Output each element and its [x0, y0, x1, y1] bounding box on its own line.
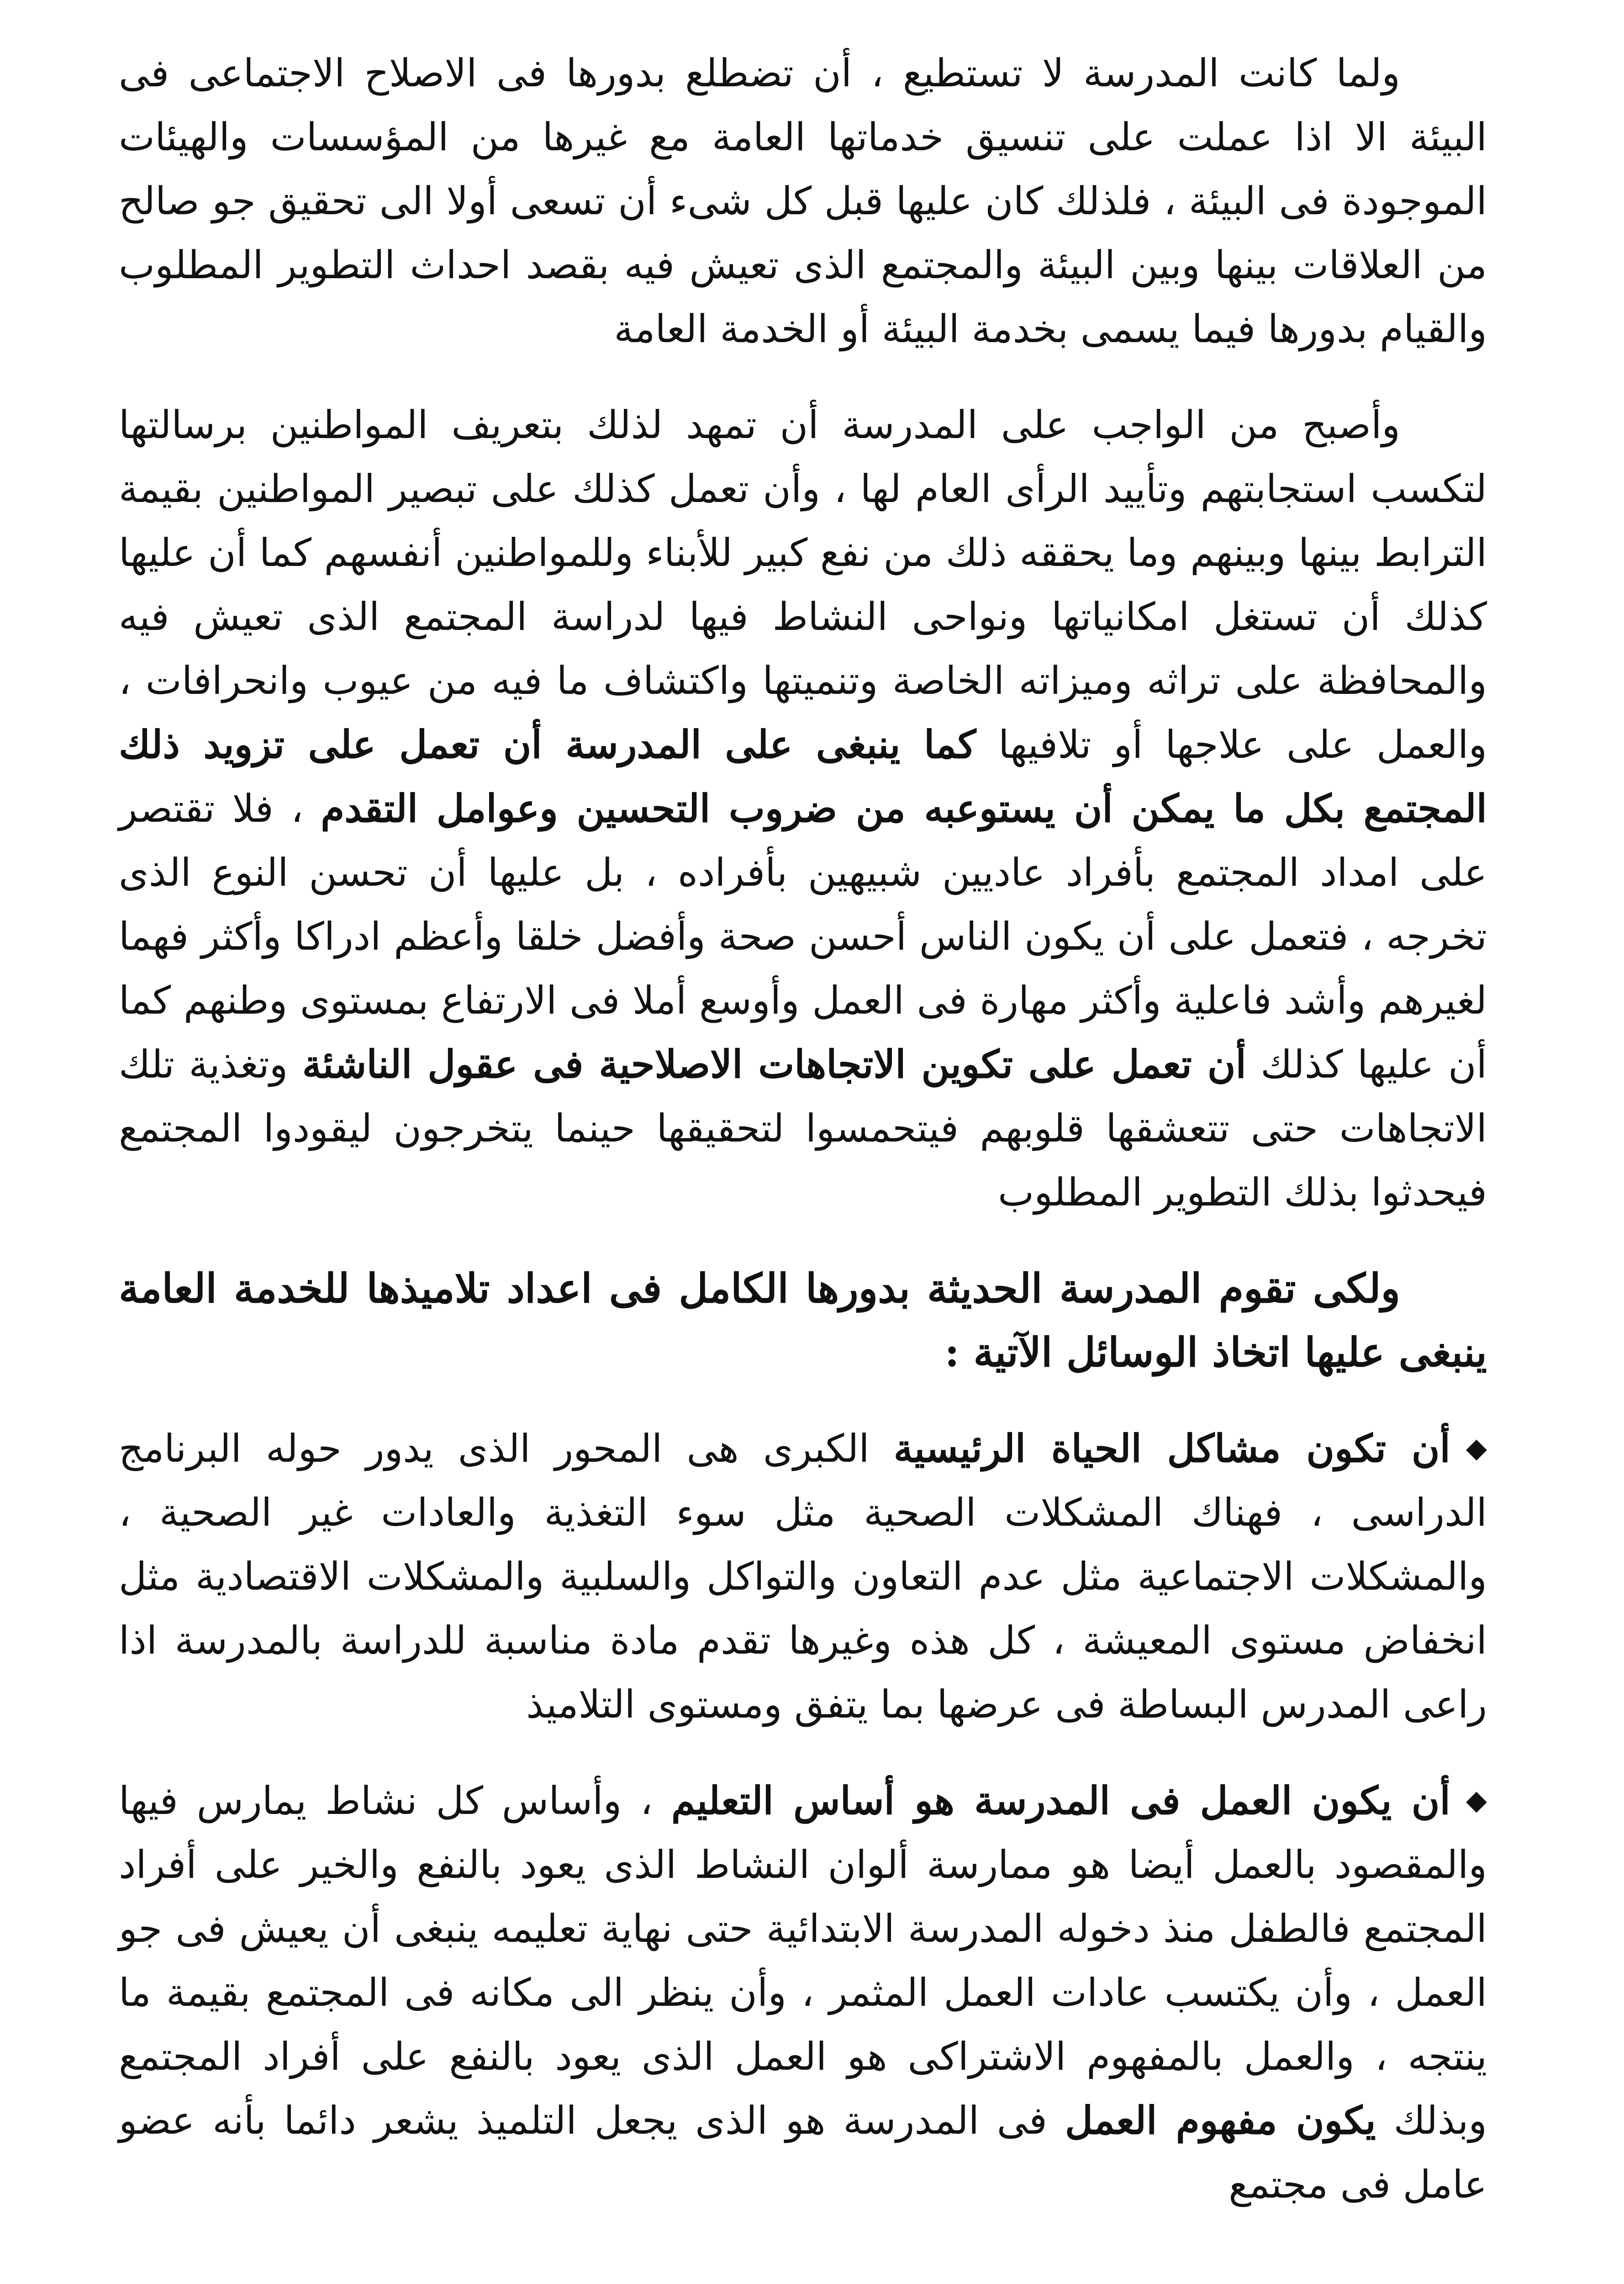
paragraph-2-text-2: ، فلا تقتصر على امداد المجتمع بأفراد عاديين شبيهين بأفراده ، بل عليها أن تحسن النوع الذى تخرجه ، فتعمل على أن يكون الناس أحسن صحة وأفضل خلقا وأعظم ادراكا وأكثر فهما لغيرهم وأشد فاعلية وأكثر مهارة فى العمل وأوسع أملا فى الارتفاع بمستوى وطنهم كما أن عليها كذلك: [119, 786, 1487, 1087]
bullet-2-bold-2: يكون مفهوم العمل: [1065, 2098, 1376, 2143]
paragraph-gap: [119, 1384, 1487, 1416]
paragraph-2-bold-1: كما ينبغى على المدرسة أن تعمل على تزويد ذلك المجتمع بكل ما يمكن أن يستوعبه من ضروب التحسين وعوامل التقدم: [119, 722, 1487, 831]
paragraph-2: [119, 393, 1487, 1224]
bullet-1-bold: أن تكون مشاكل الحياة الرئيسية: [893, 1426, 1450, 1471]
paragraph-2-bold-2: أن تعمل على تكوين الاتجاهات الاصلاحية فى عقول الناشئة: [302, 1042, 1246, 1087]
paragraph-gap: [119, 1224, 1487, 1256]
diamond-bullet-icon: ◆: [1466, 1432, 1487, 1464]
bullet-item-1: [119, 1416, 1487, 1736]
paragraph-gap: [119, 1736, 1487, 1768]
paragraph-gap: [119, 361, 1487, 393]
paragraph-2-text-1: وأصبح من الواجب على المدرسة أن تمهد لذلك بتعريف المواطنين برسالتها لتكسب استجابتهم وتأييد الرأى العام لها ، وأن تعمل كذلك على تبصير المواطنين بقيمة الترابط بينها وبينهم وما يحققه ذلك من نفع كبير للأبناء وللمواطنين أنفسهم كما أن عليها كذلك أن تستغل امكانياتها ونواحى النشاط فيها لدراسة المجتمع الذى تعيش فيه والمحافظة على تراثه وميزاته الخاصة وتنميتها واكتشاف ما فيه من عيوب وانحرافات ، والعمل على علاجها أو تلافيها: [119, 402, 1487, 767]
section-heading: ولكى تقوم المدرسة الحديثة بدورها الكامل فى اعداد تلاميذها للخدمة العامة ينبغى عليها اتخاذ الوسائل الآتية :: [119, 1264, 1487, 1376]
paragraph-2-text-3: وتغذية تلك الاتجاهات حتى تتعشقها قلوبهم فيتحمسوا لتحقيقها حينما يتخرجون ليقودوا المجتمع فيحدثوا بذلك التطوير المطلوب: [119, 1042, 1487, 1215]
bullet-1-text: الكبرى هى المحور الذى يدور حوله البرنامج الدراسى ، فهناك المشكلات الصحية مثل سوء التغذية والعادات غير الصحية ، والمشكلات الاجتماعية مثل عدم التعاون والتواكل والسلبية والمشكلات الاقتصادية مثل انخفاض مستوى المعيشة ، كل هذه وغيرها تقدم مادة مناسبة للدراسة بالمدرسة اذا راعى المدرس البساطة فى عرضها بما يتفق ومستوى التلاميذ: [119, 1426, 1487, 1727]
bullet-2-text-2: فى المدرسة هو الذى يجعل التلميذ يشعر دائما بأنه عضو عامل فى مجتمع: [119, 2098, 1487, 2207]
diamond-bullet-icon: ◆: [1466, 1784, 1487, 1816]
bullet-item-2: [119, 1768, 1487, 2216]
bullet-2-bold: أن يكون العمل فى المدرسة هو أساس التعليم: [671, 1778, 1450, 1823]
paragraph-1: ولما كانت المدرسة لا تستطيع ، أن تضطلع بدورها فى الاصلاح الاجتماعى فى البيئة الا اذا عملت على تنسيق خدماتها العامة مع غيرها من المؤسسات والهيئات الموجودة فى البيئة ، فلذلك كان عليها قبل كل شىء أن تسعى أولا الى تحقيق جو صالح من العلاقات بينها وبين البيئة والمجتمع الذى تعيش فيه بقصد احداث التطوير المطلوب والقيام بدورها فيما يسمى بخدمة البيئة أو الخدمة العامة: [119, 51, 1487, 351]
bullet-2-text: ، وأساس كل نشاط يمارس فيها والمقصود بالعمل أيضا هو ممارسة ألوان النشاط الذى يعود بالنفع والخير على أفراد المجتمع فالطفل منذ دخوله المدرسة الابتدائية حتى نهاية تعليمه ينبغى أن يعيش فى جو العمل ، وأن يكتسب عادات العمل المثمر ، وأن ينظر الى مكانه فى المجتمع بقيمة ما ينتجه ، والعمل بالمفهوم الاشتراكى هو العمل الذى يعود بالنفع على أفراد المجتمع وبذلك: [119, 1778, 1487, 2143]
